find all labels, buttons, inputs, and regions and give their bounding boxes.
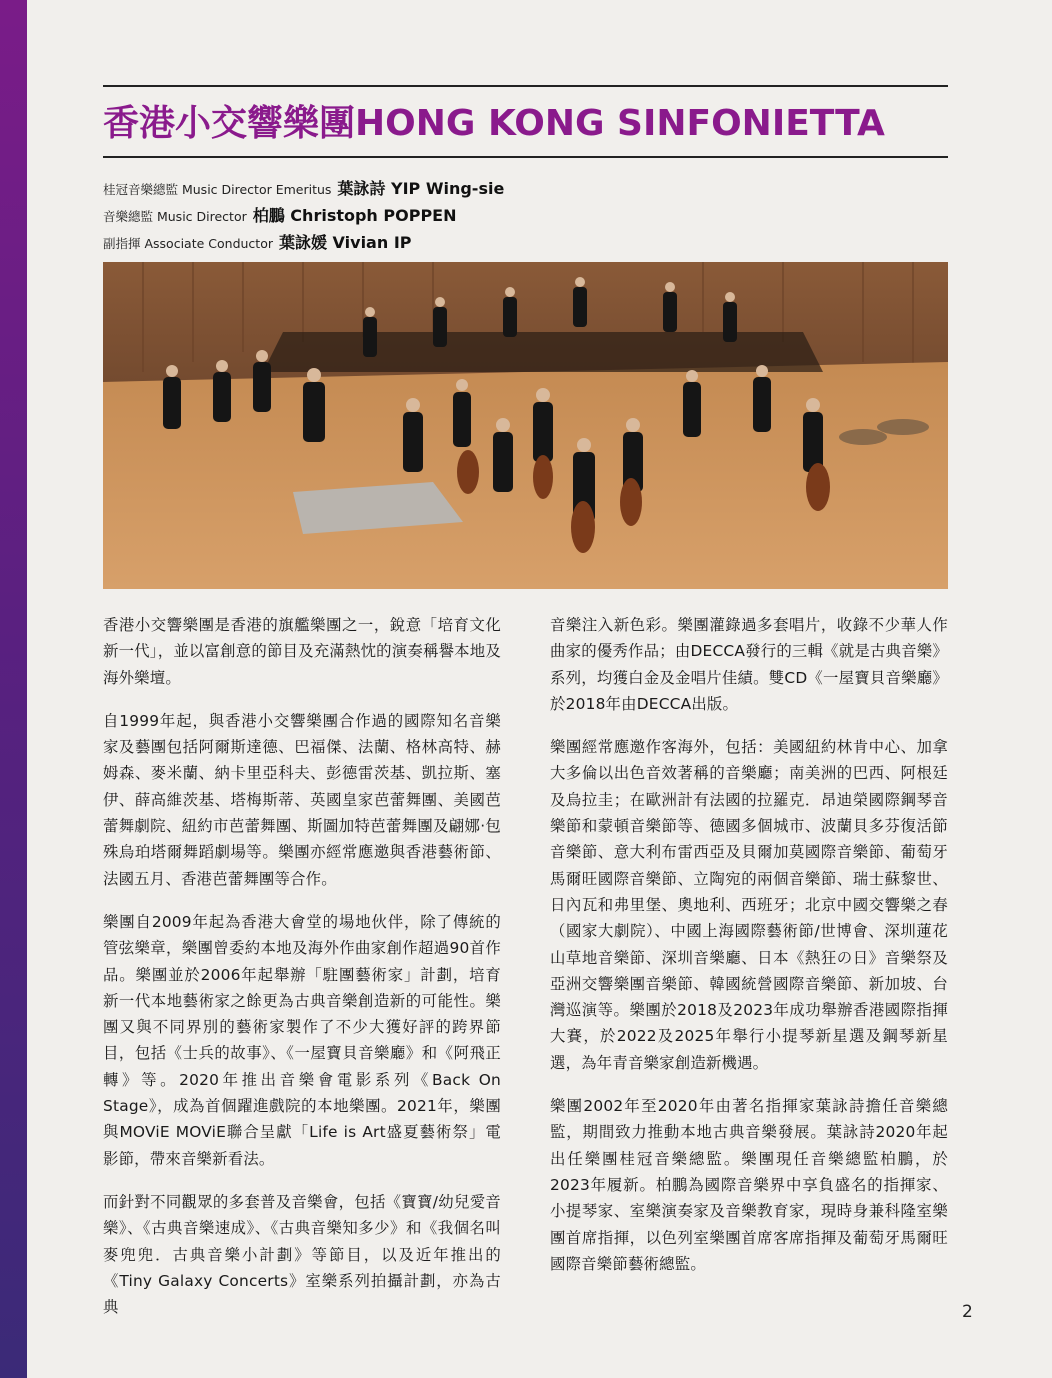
credit-role: 音樂總監 Music Director xyxy=(103,209,247,224)
title-bottom-rule xyxy=(103,156,948,158)
paragraph: 樂團2002年至2020年由著名指揮家葉詠詩擔任音樂總監，期間致力推動本地古典音樂發展。葉詠詩2020年起出任樂團桂冠音樂總監。樂團現任音樂總監柏鵬，於2023年履新。柏鵬為國際音樂界中享負盛名的指揮家、小提琴家、室樂演奏家及音樂教育家，現時身兼科隆室樂團首席指揮，以色列室樂團首席客席指揮及葡萄牙馬爾旺國際音樂節藝術總監。 xyxy=(550,1097,948,1273)
paragraph: 樂團經常應邀作客海外，包括：美國紐約林肯中心、加拿大多倫以出色音效著稱的音樂廳；南美洲的巴西、阿根廷及烏拉圭；在歐洲計有法國的拉羅克．昂迪榮國際鋼琴音樂節和蒙頓音樂節等、德國多個城市、波蘭貝多芬復活節音樂節、意大利布雷西亞及貝爾加莫國際音樂節、葡萄牙馬爾旺國際音樂節、立陶宛的兩個音樂節、瑞士蘇黎世、日內瓦和弗里堡、奧地利、西班牙；北京中國交響樂之春（國家大劇院）、中國上海國際藝術節/世博會、深圳蓮花山草地音樂節、深圳音樂廳、日本《熱狂の日》音樂祭及亞洲交響樂團音樂節、韓國統營國際音樂節、新加坡、台灣巡演等。樂團於2018及2023年成功舉辦香港國際指揮大賽，於2022及2025年舉行小提琴新星選及鋼琴新星選，為年青音樂家創造新機遇。 xyxy=(550,738,948,1072)
orchestra-photo xyxy=(103,262,948,589)
paragraph: 音樂注入新色彩。樂團灌錄過多套唱片，收錄不少華人作曲家的優秀作品；由DECCA發行的三輯《就是古典音樂》系列，均獲白金及金唱片佳績。雙CD《一屋寶貝音樂廳》於2018年由DECCA出版。 xyxy=(550,616,948,713)
paragraph: 自1999年起，與香港小交響樂團合作過的國際知名音樂家及藝團包括阿爾斯達德、巴福傑、法蘭、格林高特、赫姆森、麥米蘭、納卡里亞科夫、彭德雷茨基、凱拉斯、塞伊、薛高維茨基、塔梅斯蒂、英國皇家芭蕾舞團、美國芭蕾舞劇院、紐約市芭蕾舞團、斯圖加特芭蕾舞團及翩娜·包殊烏珀塔爾舞蹈劇場等。樂團亦經常應邀與香港藝術節、法國五月、香港芭蕾舞團等合作。 xyxy=(103,711,501,888)
credit-name: 葉詠媛 Vivian IP xyxy=(278,233,412,252)
page-title: 香港小交響樂團HONG KONG SINFONIETTA xyxy=(103,103,885,144)
right-text-column xyxy=(550,612,948,1294)
conductor-credits xyxy=(103,175,948,256)
credit-music-director-emeritus xyxy=(103,175,948,202)
paragraph: 香港小交響樂團是香港的旗艦樂團之一，銳意「培育文化新一代」，並以富創意的節目及充滿熱忱的演奏稱譽本地及海外樂壇。 xyxy=(103,616,501,687)
credit-role: 副指揮 Associate Conductor xyxy=(103,236,273,251)
credit-name: 柏鵬 Christoph POPPEN xyxy=(252,206,457,225)
left-text-column xyxy=(103,612,501,1337)
page-number: 2 xyxy=(962,1302,973,1322)
paragraph: 而針對不同觀眾的多套普及音樂會，包括《寶寶/幼兒愛音樂》、《古典音樂速成》、《古典音樂知多少》和《我個名叫麥兜兜．古典音樂小計劃》等節目，以及近年推出的《Tiny Galaxy Concerts》室樂系列拍攝計劃，亦為古典 xyxy=(103,1192,501,1317)
credit-associate-conductor xyxy=(103,229,948,256)
orchestra-stage-illustration xyxy=(103,262,948,589)
credit-name: 葉詠詩 YIP Wing-sie xyxy=(337,179,505,198)
title-top-rule xyxy=(103,85,948,87)
credit-role: 桂冠音樂總監 Music Director Emeritus xyxy=(103,182,332,197)
credit-music-director xyxy=(103,202,948,229)
paragraph: 樂團自2009年起為香港大會堂的場地伙伴，除了傳統的管弦樂章，樂團曾委約本地及海外作曲家創作超過90首作品。樂團並於2006年起舉辦「駐團藝術家」計劃，培育新一代本地藝術家之餘更為古典音樂創造新的可能性。樂團又與不同界別的藝術家製作了不少大獲好評的跨界節目，包括《士兵的故事》、《一屋寶貝音樂廳》和《阿飛正轉》等。2020年推出音樂會電影系列《Back On Stage》，成為首個躍進戲院的本地樂團。2021年，樂團與MOViE MOViE聯合呈獻「Life is Art盛夏藝術祭」電影節，帶來音樂新看法。 xyxy=(103,912,501,1168)
purple-sidebar-strip xyxy=(0,0,27,1378)
